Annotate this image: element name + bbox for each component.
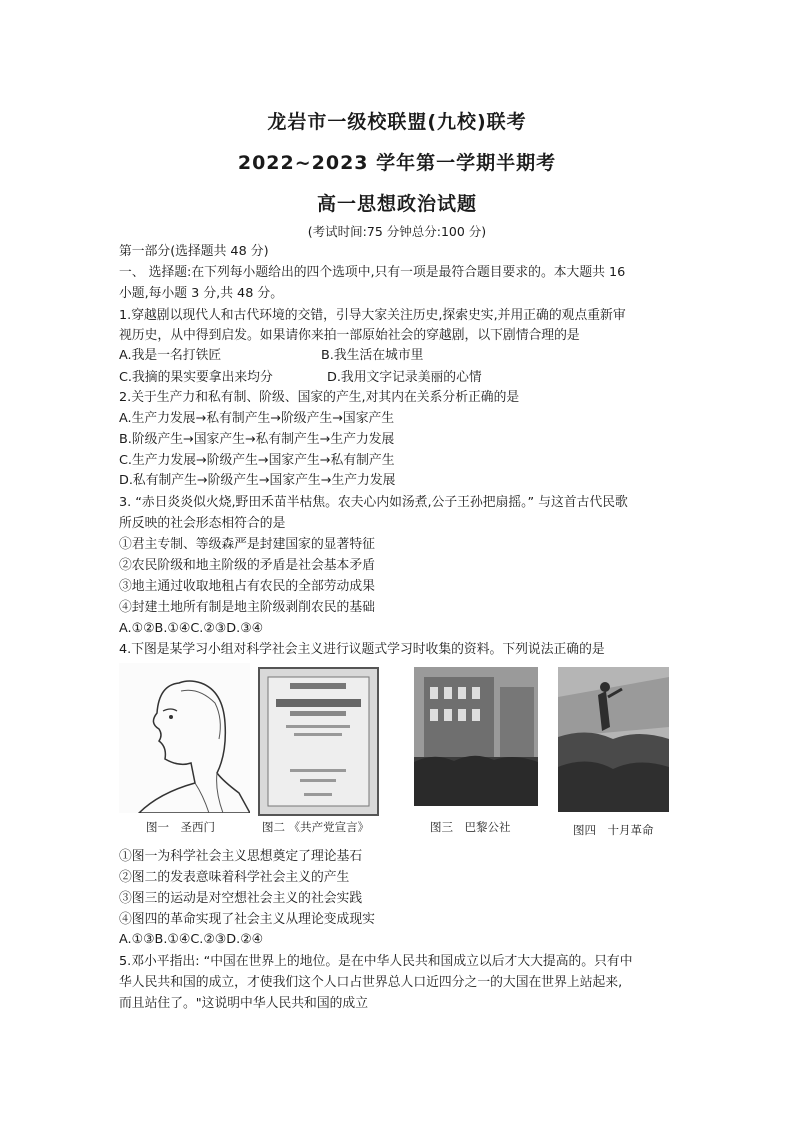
exam-title: 龙岩市一级校联盟(九校)联考	[267, 111, 527, 133]
q4-statement-3: ③图三的运动是对空想社会主义的社会实践	[119, 891, 363, 906]
exam-term: 2022~2023 学年第一学期半期考	[237, 152, 557, 174]
exam-subject: 高一思想政治试题	[316, 193, 477, 215]
figure-1-caption: 图一 圣西门	[146, 820, 215, 834]
q1-option-c: C.我摘的果实要拿出来均分	[119, 370, 273, 385]
figure-portrait-image	[119, 663, 250, 813]
q1-option-a: A.我是一名打铁匠	[119, 348, 222, 363]
q3-options: A.①②B.①④C.②③D.③④	[119, 621, 264, 636]
figure-manifesto-image	[258, 667, 379, 816]
q1-stem-1: 1.穿越剧以现代人和古代环境的交错，引导大家关注历史,探索史实,并用正确的观点重新审	[119, 308, 626, 323]
figure-3-caption: 图三 巴黎公社	[430, 820, 511, 834]
figure-4-caption: 图四 十月革命	[573, 823, 654, 837]
q1-option-b: B.我生活在城市里	[321, 348, 424, 363]
q3-stem-1: 3. “赤日炎炎似火烧,野田禾苗半枯焦。农夫心内如汤煮,公子王孙把扇摇。” 与这首古代民歌	[119, 495, 628, 510]
q5-stem-1: 5.邓小平指出: “中国在世界上的地位。是在中华人民共和国成立以后才大大提高的。只有中	[119, 954, 633, 969]
q4-statement-1: ①图一为科学社会主义思想奠定了理论基石	[119, 849, 363, 864]
instruction-line-1: 一、 选择题:在下列每小题给出的四个选项中,只有一项是最符合题目要求的。本大题共 16	[119, 265, 626, 280]
q3-statement-3: ③地主通过收取地租占有农民的全部劳动成果	[119, 579, 375, 594]
exam-info: (考试时间:75 分钟总分:100 分)	[307, 224, 487, 239]
figure-2-caption: 图二 《共产党宣言》	[262, 820, 370, 834]
q2-option-a: A.生产力发展→私有制产生→阶级产生→国家产生	[119, 411, 395, 426]
q1-stem-2: 视历史，从中得到启发。如果请你来拍一部原始社会的穿越剧，以下剧情合理的是	[119, 328, 580, 343]
figure-october-revolution-image	[558, 667, 669, 812]
q3-statement-1: ①君主专制、等级森严是封建国家的显著特征	[119, 537, 375, 552]
q5-stem-2: 华人民共和国的成立，才使我们这个人口占世界总人口近四分之一的大国在世界上站起来,	[119, 975, 623, 990]
q4-statement-4: ④图四的革命实现了社会主义从理论变成现实	[119, 912, 375, 927]
figure-commune-image	[414, 667, 538, 806]
q4-stem: 4.下图是某学习小组对科学社会主义进行议题式学习时收集的资料。下列说法正确的是	[119, 642, 605, 657]
q3-statement-2: ②农民阶级和地主阶级的矛盾是社会基本矛盾	[119, 558, 375, 573]
q2-option-d: D.私有制产生→阶级产生→国家产生→生产力发展	[119, 473, 396, 488]
q4-options: A.①③B.①④C.②③D.②④	[119, 932, 264, 947]
instruction-line-2: 小题,每小题 3 分,共 48 分。	[119, 286, 284, 301]
q2-stem: 2.关于生产力和私有制、阶级、国家的产生,对其内在关系分析正确的是	[119, 390, 520, 405]
q3-stem-2: 所反映的社会形态相符合的是	[119, 516, 286, 531]
q1-option-d: D.我用文字记录美丽的心情	[327, 370, 482, 385]
part-heading: 第一部分(选择题共 48 分)	[119, 244, 269, 259]
q2-option-b: B.阶级产生→国家产生→私有制产生→生产力发展	[119, 432, 395, 447]
q2-option-c: C.生产力发展→阶级产生→国家产生→私有制产生	[119, 453, 395, 468]
q5-stem-3: 而且站住了。"这说明中华人民共和国的成立	[119, 996, 369, 1011]
q4-statement-2: ②图二的发表意味着科学社会主义的产生	[119, 870, 350, 885]
q3-statement-4: ④封建土地所有制是地主阶级剥削农民的基础	[119, 600, 375, 615]
